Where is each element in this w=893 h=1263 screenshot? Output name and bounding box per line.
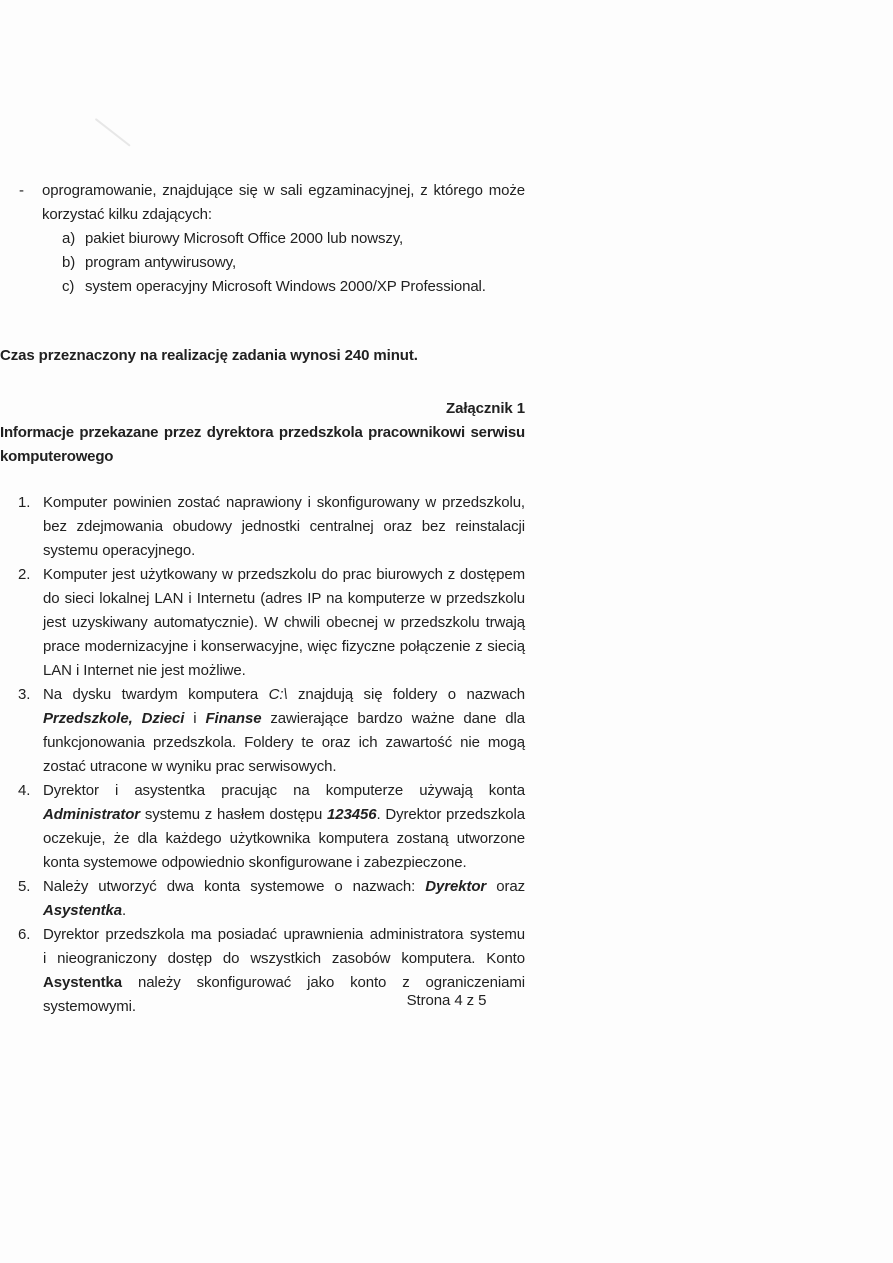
list-item-4: [0, 779, 525, 875]
text-segment: oraz: [486, 878, 525, 895]
text-segment: znajdują się foldery o nazwach: [287, 686, 526, 703]
text-segment: .: [122, 902, 127, 919]
item-number: 5.: [18, 878, 31, 895]
scan-artifact: [95, 118, 131, 146]
item-number: 2.: [18, 566, 31, 583]
dash-bullet: -: [19, 182, 24, 199]
text-segment-folder-names: Przedszkole, Dzieci: [43, 710, 185, 727]
text-segment: i: [184, 710, 206, 727]
sub-item-marker: b): [62, 254, 76, 271]
intro-paragraph: [0, 179, 525, 227]
sub-item-text: program antywirusowy,: [85, 254, 237, 271]
list-item-2: [0, 563, 525, 683]
sub-list-item: [0, 275, 525, 299]
item-number: 6.: [18, 926, 31, 943]
text-segment: systemu z hasłem dostępu: [140, 806, 328, 823]
sub-list-item: [0, 227, 525, 251]
text-segment: Na dysku twardym komputera: [43, 686, 269, 703]
page-number-footer: Strona 4 z 5: [406, 992, 487, 1009]
text-segment-folder-name: Finanse: [205, 710, 262, 727]
item-text: [43, 875, 525, 923]
text-segment-account-name: Asystentka: [43, 902, 123, 919]
item-number: 1.: [18, 494, 31, 511]
text-segment: zawierające bardzo ważne dane dla funkcjonowania przedszkola. Foldery te oraz ich zawartość nie mogą zostać utracone w wyniku prac serwisowych.: [43, 710, 525, 775]
attachment-heading: Informacje przekazane przez dyrektora przedszkola pracownikowi serwisu komputerowego: [0, 424, 525, 465]
time-note: Czas przeznaczony na realizację zadania wynosi 240 minut.: [0, 347, 418, 364]
text-segment-account-name: Dyrektor: [425, 878, 487, 895]
sub-list-item: [0, 251, 525, 275]
text-segment: Dyrektor i asystentka pracując na komputerze używają konta: [43, 782, 525, 799]
text-segment-password: 123456: [327, 806, 377, 823]
item-text: [43, 491, 525, 563]
attachment-label: Załącznik 1: [446, 400, 525, 417]
text-segment-account-name: Asystentka: [43, 974, 123, 991]
text-segment: Komputer powinien zostać naprawiony i skonfigurowany w przedszkolu, bez zdejmowania obudowy jednostki centralnej oraz bez reinstalacji systemu operacyjnego.: [43, 494, 525, 559]
text-segment-drive-path: C:\: [268, 686, 288, 703]
text-segment-account-name: Administrator: [43, 806, 141, 823]
list-item-3: [0, 683, 525, 779]
text-segment: Należy utworzyć dwa konta systemowe o nazwach:: [43, 878, 426, 895]
intro-section: [0, 179, 525, 299]
list-item-5: [0, 875, 525, 923]
sub-item-marker: c): [62, 278, 75, 295]
text-segment: należy skonfigurować jako konto z ograniczeniami systemowymi.: [43, 974, 525, 1015]
sub-item-marker: a): [62, 230, 76, 247]
item-number: 3.: [18, 686, 31, 703]
item-number: 4.: [18, 782, 31, 799]
intro-text: oprogramowanie, znajdujące się w sali egzaminacyjnej, z którego może korzystać kilku zdających:: [42, 182, 525, 223]
item-text: [43, 563, 525, 683]
item-text: [43, 683, 525, 779]
sub-item-text: pakiet biurowy Microsoft Office 2000 lub nowszy,: [85, 230, 404, 247]
text-segment: Dyrektor przedszkola ma posiadać uprawnienia administratora systemu i nieograniczony dostęp do wszystkich zasobów komputera. Konto: [43, 926, 525, 967]
list-item-1: [0, 491, 525, 563]
text-segment: . Dyrektor przedszkola oczekuje, że dla każdego użytkownika komputera zostaną utworzone konta systemowe odpowiednio skonfigurowane i zabezpieczone.: [43, 806, 525, 871]
sub-item-text: system operacyjny Microsoft Windows 2000/XP Professional.: [85, 278, 486, 295]
item-text: [43, 779, 525, 875]
numbered-list: [0, 491, 525, 1019]
text-segment: Komputer jest użytkowany w przedszkolu do prac biurowych z dostępem do sieci lokalnej LAN i Internetu (adres IP na komputerze w przedszkolu jest uzyskiwany automatycznie). W chwili obecnej w przedszkolu trwają prace modernizacyjne i konserwacyjne, więc fizyczne połączenie z siecią LAN i Internet nie jest możliwe.: [43, 566, 525, 679]
